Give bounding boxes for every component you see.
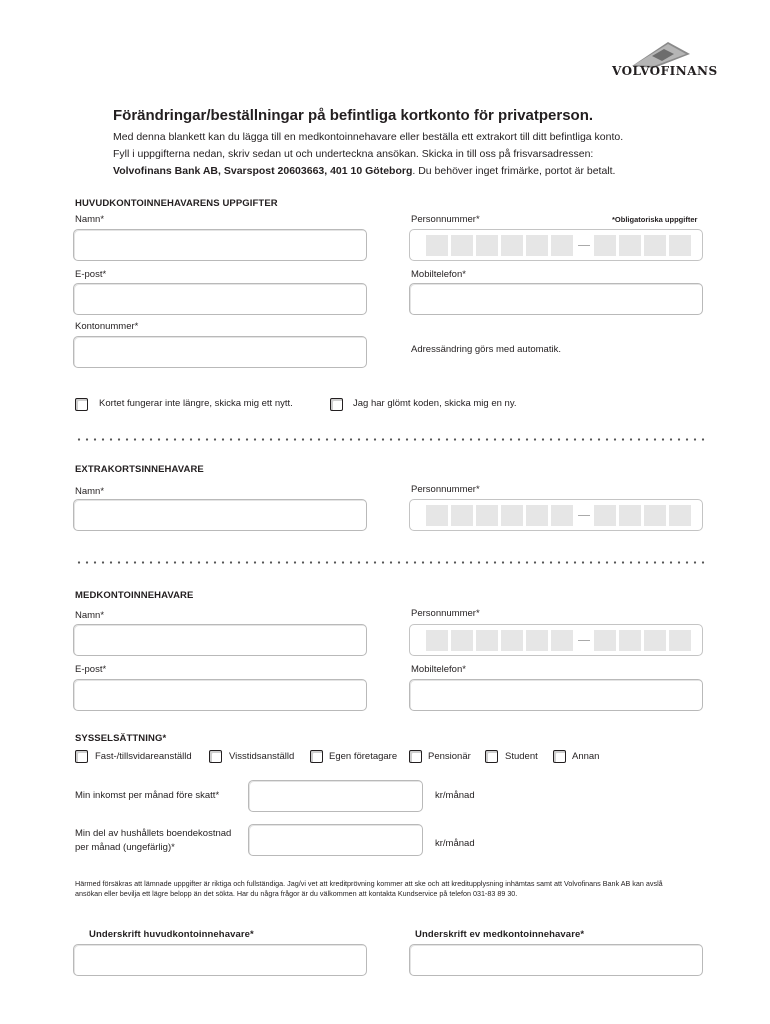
signature-co-label: Underskrift ev medkontoinnehavare* [415,929,585,940]
employment-option-student-label: Student [505,751,538,762]
employment-option-other[interactable] [553,750,566,763]
income-field[interactable] [248,780,423,812]
co-mobile-field[interactable] [409,679,703,711]
intro-line-2: Fyll i uppgifterna nedan, skriv sedan ut och underteckna ansökan. Skicka in till oss på frisvarsadressen: [113,148,594,160]
signature-co-field[interactable] [409,944,703,976]
co-holder-heading: MEDKONTOINNEHAVARE [75,590,194,601]
co-email-label: E-post* [75,664,107,675]
main-pnr-label: Personnummer* [411,214,480,225]
employment-option-permanent[interactable] [75,750,88,763]
extra-name-label: Namn* [75,486,105,497]
housing-field[interactable] [248,824,423,856]
intro-address: Volvofinans Bank AB, Svarspost 20603663, 401 10 Göteborg [113,165,413,177]
intro-text [113,129,693,180]
employment-option-self-employed[interactable] [310,750,323,763]
checkbox-code-label: Jag har glömt koden, skicka mig en ny. [353,398,517,409]
co-email-field[interactable] [73,679,367,711]
co-name-label: Namn* [75,610,105,621]
extra-pnr-label: Personnummer* [411,484,480,495]
housing-label [75,827,231,855]
housing-unit: kr/månad [435,838,475,849]
signature-main-label: Underskrift huvudkontoinnehavare* [89,929,254,940]
extra-card-heading: EXTRAKORTSINNEHAVARE [75,464,204,475]
required-note: *Obligatoriska uppgifter [612,215,698,224]
housing-label-line-1: Min del av hushållets boendekostnad [75,828,232,839]
main-name-field[interactable] [73,229,367,261]
employment-option-retired-label: Pensionär [428,751,471,762]
checkbox-card-label: Kortet fungerar inte längre, skicka mig ett nytt. [99,398,293,409]
logo-text: VOLVOFINANS [612,64,718,78]
section-divider [75,561,705,564]
section-divider [75,438,705,441]
co-pnr-label: Personnummer* [411,608,480,619]
employment-option-other-label: Annan [572,751,600,762]
co-mobile-label: Mobiltelefon* [411,664,466,675]
extra-pnr-field[interactable] [409,499,703,531]
address-note: Adressändring görs med automatik. [411,344,561,355]
checkbox-new-code[interactable] [330,398,343,411]
co-pnr-field[interactable] [409,624,703,656]
fine-print: Härmed försäkras att lämnade uppgifter är riktiga och fullständiga. Jag/vi vet att kreditprövning kommer att ske och att kreditupplysning inhämtas samt att Volvofinans Bank AB kan avslå ansökan eller bevilja ett lägre belopp än det sökta. Har du några frågor är du välkommen att kontakta Kundservice på telefon 031-83 89 30. [75,879,663,898]
page-title: Förändringar/beställningar på befintliga kortkonto för privatperson. [113,107,594,124]
employment-option-self-employed-label: Egen företagare [329,751,398,762]
main-pnr-field[interactable] [409,229,703,261]
employment-option-permanent-label: Fast-/tillsvidareanställd [95,751,192,762]
main-name-label: Namn* [75,214,105,225]
main-account-field[interactable] [73,336,367,368]
checkbox-card-replacement[interactable] [75,398,88,411]
main-email-field[interactable] [73,283,367,315]
main-holder-heading: HUVUDKONTOINNEHAVARENS UPPGIFTER [75,198,278,209]
employment-option-student[interactable] [485,750,498,763]
employment-heading: SYSSELSÄTTNING* [75,733,167,744]
employment-option-temporary-label: Visstidsanställd [229,751,295,762]
employment-option-temporary[interactable] [209,750,222,763]
co-name-field[interactable] [73,624,367,656]
income-unit: kr/månad [435,790,475,801]
intro-line-1: Med denna blankett kan du lägga till en medkontoinnehavare eller beställa ett extrakort till ditt befintliga konto. [113,131,624,143]
main-mobile-field[interactable] [409,283,703,315]
logo [612,40,730,80]
signature-main-field[interactable] [73,944,367,976]
extra-name-field[interactable] [73,499,367,531]
main-mobile-label: Mobiltelefon* [411,269,466,280]
housing-label-line-2: per månad (ungefärlig)* [75,842,175,853]
employment-option-retired[interactable] [409,750,422,763]
income-label: Min inkomst per månad före skatt* [75,790,220,801]
main-account-label: Kontonummer* [75,321,139,332]
main-email-label: E-post* [75,269,107,280]
intro-tail: . Du behöver inget frimärke, portot är betalt. [412,165,616,177]
